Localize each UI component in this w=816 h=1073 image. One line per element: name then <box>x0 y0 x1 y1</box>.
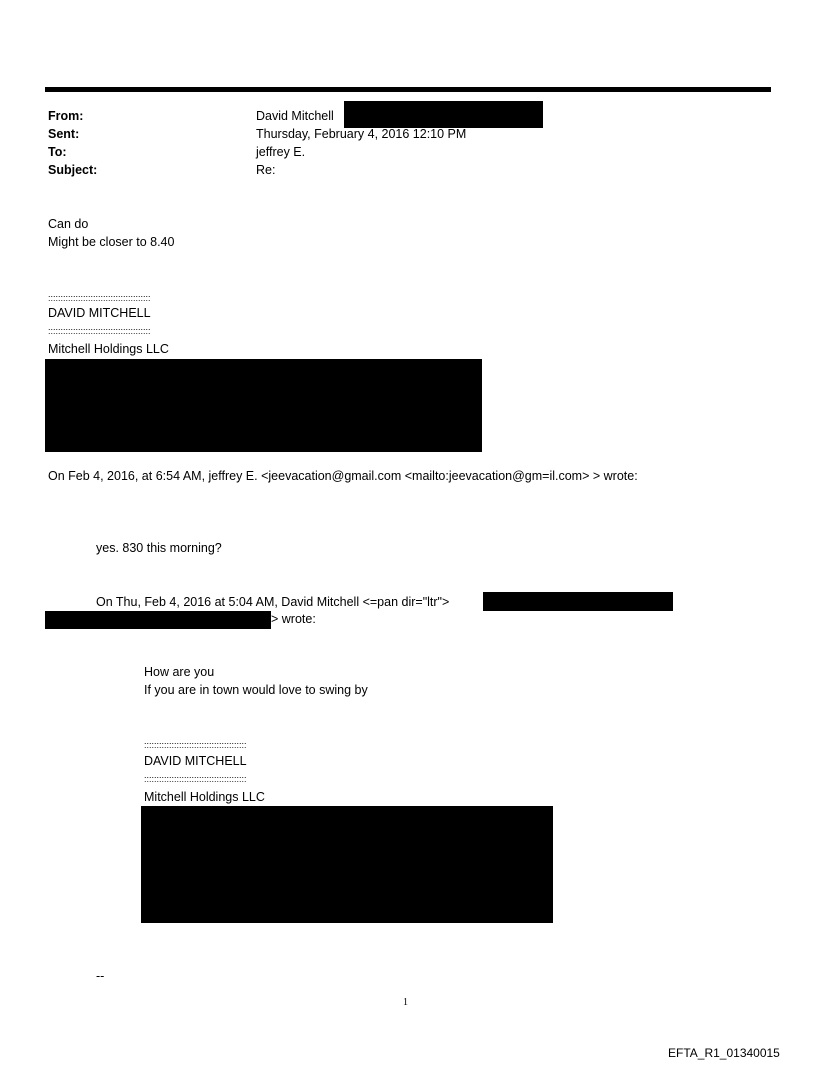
subject-label: Subject: <box>48 163 98 177</box>
sent-label: Sent: <box>48 127 80 141</box>
message-line: Can do <box>48 217 89 231</box>
quote-attribution: On Thu, Feb 4, 2016 at 5:04 AM, David Mitchell <=pan dir="ltr"> <box>96 595 450 609</box>
redaction-box <box>45 359 482 452</box>
to-value: jeffrey E. <box>256 145 306 159</box>
from-value: David Mitchell <box>256 109 334 123</box>
quoted-message: If you are in town would love to swing by <box>144 683 368 697</box>
redaction-box <box>344 101 543 128</box>
closing-dashes: -- <box>96 969 105 983</box>
signature-divider: ::::::::::::::::::::::::::::::::::::::::: <box>144 740 247 750</box>
redaction-box <box>483 592 673 611</box>
quoted-message: How are you <box>144 665 215 679</box>
signature-name: DAVID MITCHELL <box>48 306 151 320</box>
quoted-message: yes. 830 this morning? <box>96 541 222 555</box>
to-label: To: <box>48 145 67 159</box>
subject-value: Re: <box>256 163 276 177</box>
from-label: From: <box>48 109 84 123</box>
header-rule <box>45 87 771 92</box>
redaction-box <box>45 611 271 629</box>
sent-value: Thursday, February 4, 2016 12:10 PM <box>256 127 467 141</box>
redaction-box <box>141 806 553 923</box>
message-line: Might be closer to 8.40 <box>48 235 175 249</box>
document-id: EFTA_R1_01340015 <box>668 1046 780 1060</box>
signature-divider: ::::::::::::::::::::::::::::::::::::::::: <box>144 774 247 784</box>
quote-attribution-end: > wrote: <box>271 612 316 626</box>
signature-divider: ::::::::::::::::::::::::::::::::::::::::: <box>48 326 151 336</box>
signature-divider: ::::::::::::::::::::::::::::::::::::::::: <box>48 293 151 303</box>
signature-company: Mitchell Holdings LLC <box>48 342 169 356</box>
page-number: 1 <box>403 997 408 1008</box>
quote-attribution: On Feb 4, 2016, at 6:54 AM, jeffrey E. <jeevacation@gmail.com <mailto:jeevacation@gm=il.com> > wrote: <box>48 469 638 483</box>
signature-name: DAVID MITCHELL <box>144 754 247 768</box>
signature-company: Mitchell Holdings LLC <box>144 790 265 804</box>
